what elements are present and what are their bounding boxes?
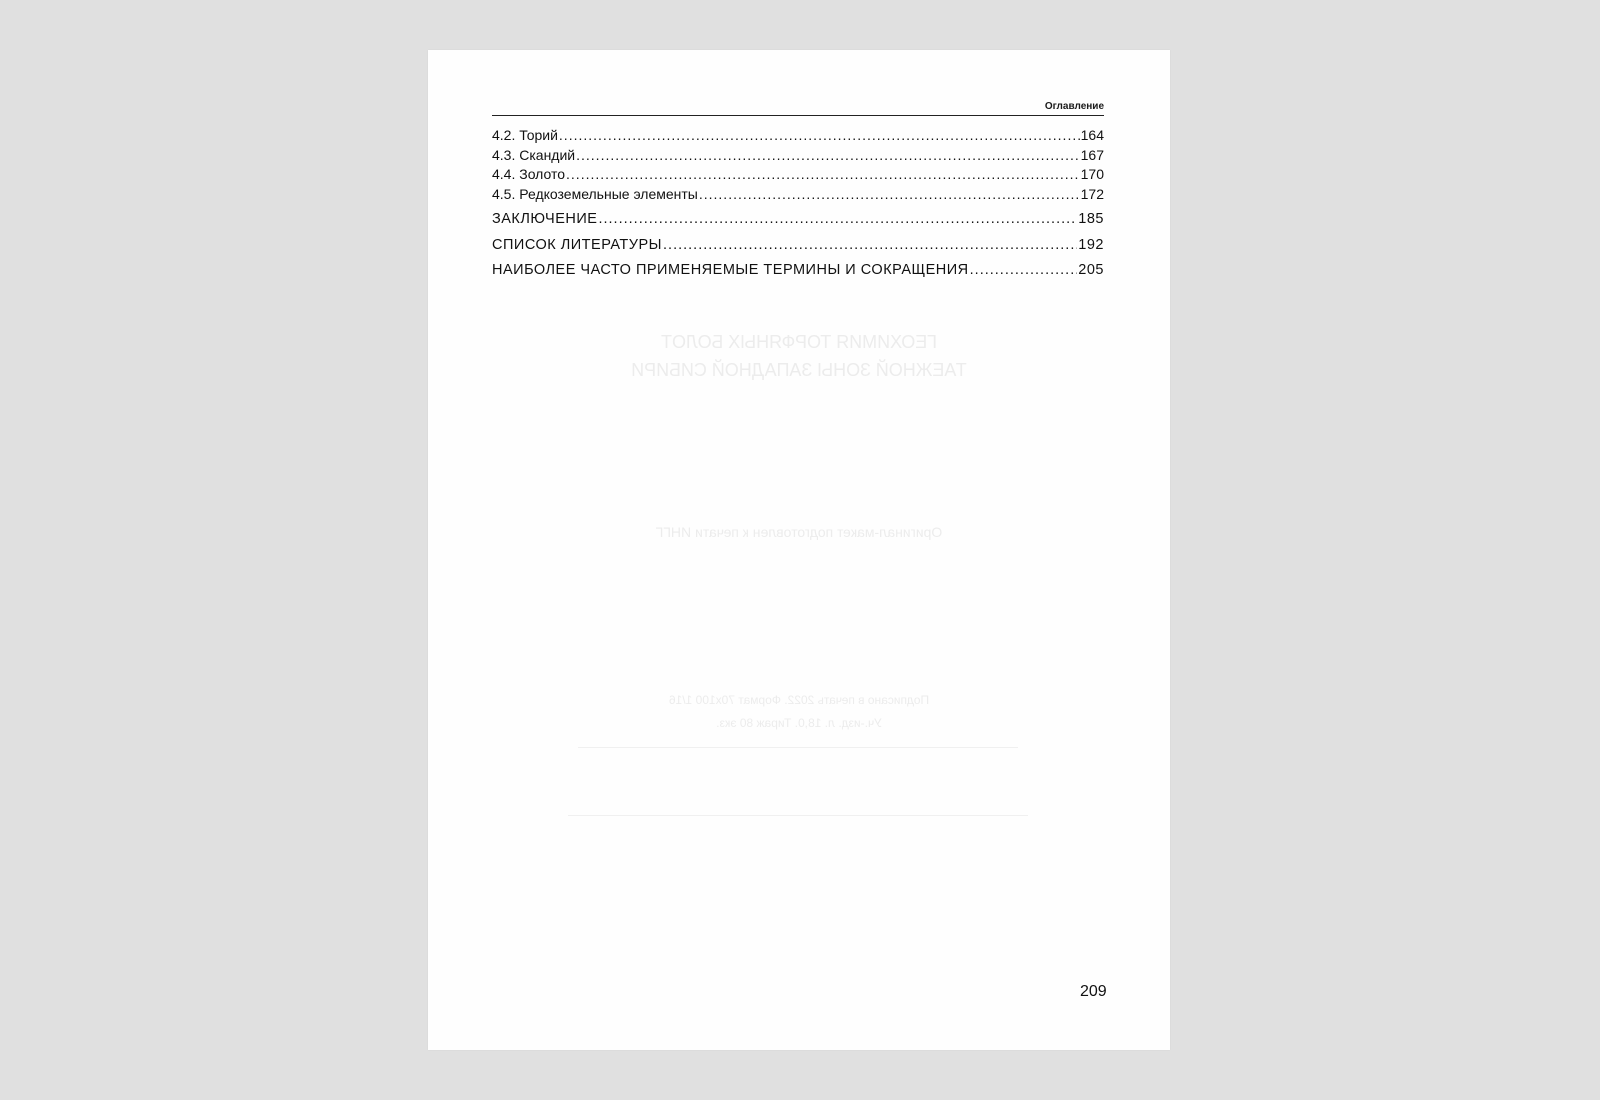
toc-entry-page: 205 <box>1078 262 1104 278</box>
dot-leader <box>598 210 1077 230</box>
document-page <box>428 50 1170 1050</box>
toc-entry[interactable] <box>492 165 1104 185</box>
toc-entry-page: 192 <box>1078 236 1104 253</box>
toc-entry-title: 4.5. Редкоземельные элементы <box>492 185 698 202</box>
show-through-text: ТАЕЖНОЙ ЗОНЫ ЗАПАДНОЙ СИБИРИ <box>631 360 967 380</box>
show-through-text: Оригинал-макет подготовлен к печати ИНГГ <box>655 524 943 540</box>
show-through-text: Уч.-изд. л. 18,0. Тираж 80 экз. <box>716 716 882 730</box>
toc-entry-page: 164 <box>1080 127 1104 143</box>
dot-leader <box>559 126 1080 146</box>
table-of-contents <box>492 126 1104 281</box>
show-through-text: Подписано в печать 2022. Формат 70х100 1/16 <box>668 693 930 707</box>
dot-leader <box>576 146 1080 166</box>
page-number: 209 <box>1080 983 1107 1000</box>
dot-leader <box>566 165 1080 185</box>
dot-leader <box>970 261 1078 281</box>
toc-entry-page: 185 <box>1078 211 1104 227</box>
show-through-rule <box>578 747 1018 748</box>
toc-entry-page: 167 <box>1080 146 1104 163</box>
toc-entry[interactable] <box>492 185 1104 205</box>
toc-entry-title: НАИБОЛЕЕ ЧАСТО ПРИМЕНЯЕМЫЕ ТЕРМИНЫ И СОКРАЩЕНИЯ <box>492 262 969 278</box>
toc-entry-page: 172 <box>1080 185 1104 202</box>
toc-entry-title: 4.3. Скандий <box>492 146 576 163</box>
toc-entry[interactable] <box>492 210 1104 230</box>
toc-entry[interactable] <box>492 261 1104 281</box>
toc-entry[interactable] <box>492 126 1104 146</box>
toc-entry-title: 4.4. Золото <box>492 166 566 182</box>
toc-entry-page: 170 <box>1080 166 1104 182</box>
show-through-rule <box>568 815 1028 816</box>
toc-entry-title: 4.2. Торий <box>492 127 558 143</box>
show-through-text: ГЕОХИМИЯ ТОРФЯНЫХ БОЛОТ <box>660 332 938 352</box>
toc-entry-title: ЗАКЛЮЧЕНИЕ <box>492 211 598 227</box>
dot-leader <box>663 236 1077 256</box>
dot-leader <box>699 185 1080 205</box>
toc-entry[interactable] <box>492 146 1104 166</box>
running-header: Оглавление <box>492 100 1104 116</box>
toc-entry[interactable] <box>492 236 1104 256</box>
toc-entry-title: СПИСОК ЛИТЕРАТУРЫ <box>492 236 663 253</box>
